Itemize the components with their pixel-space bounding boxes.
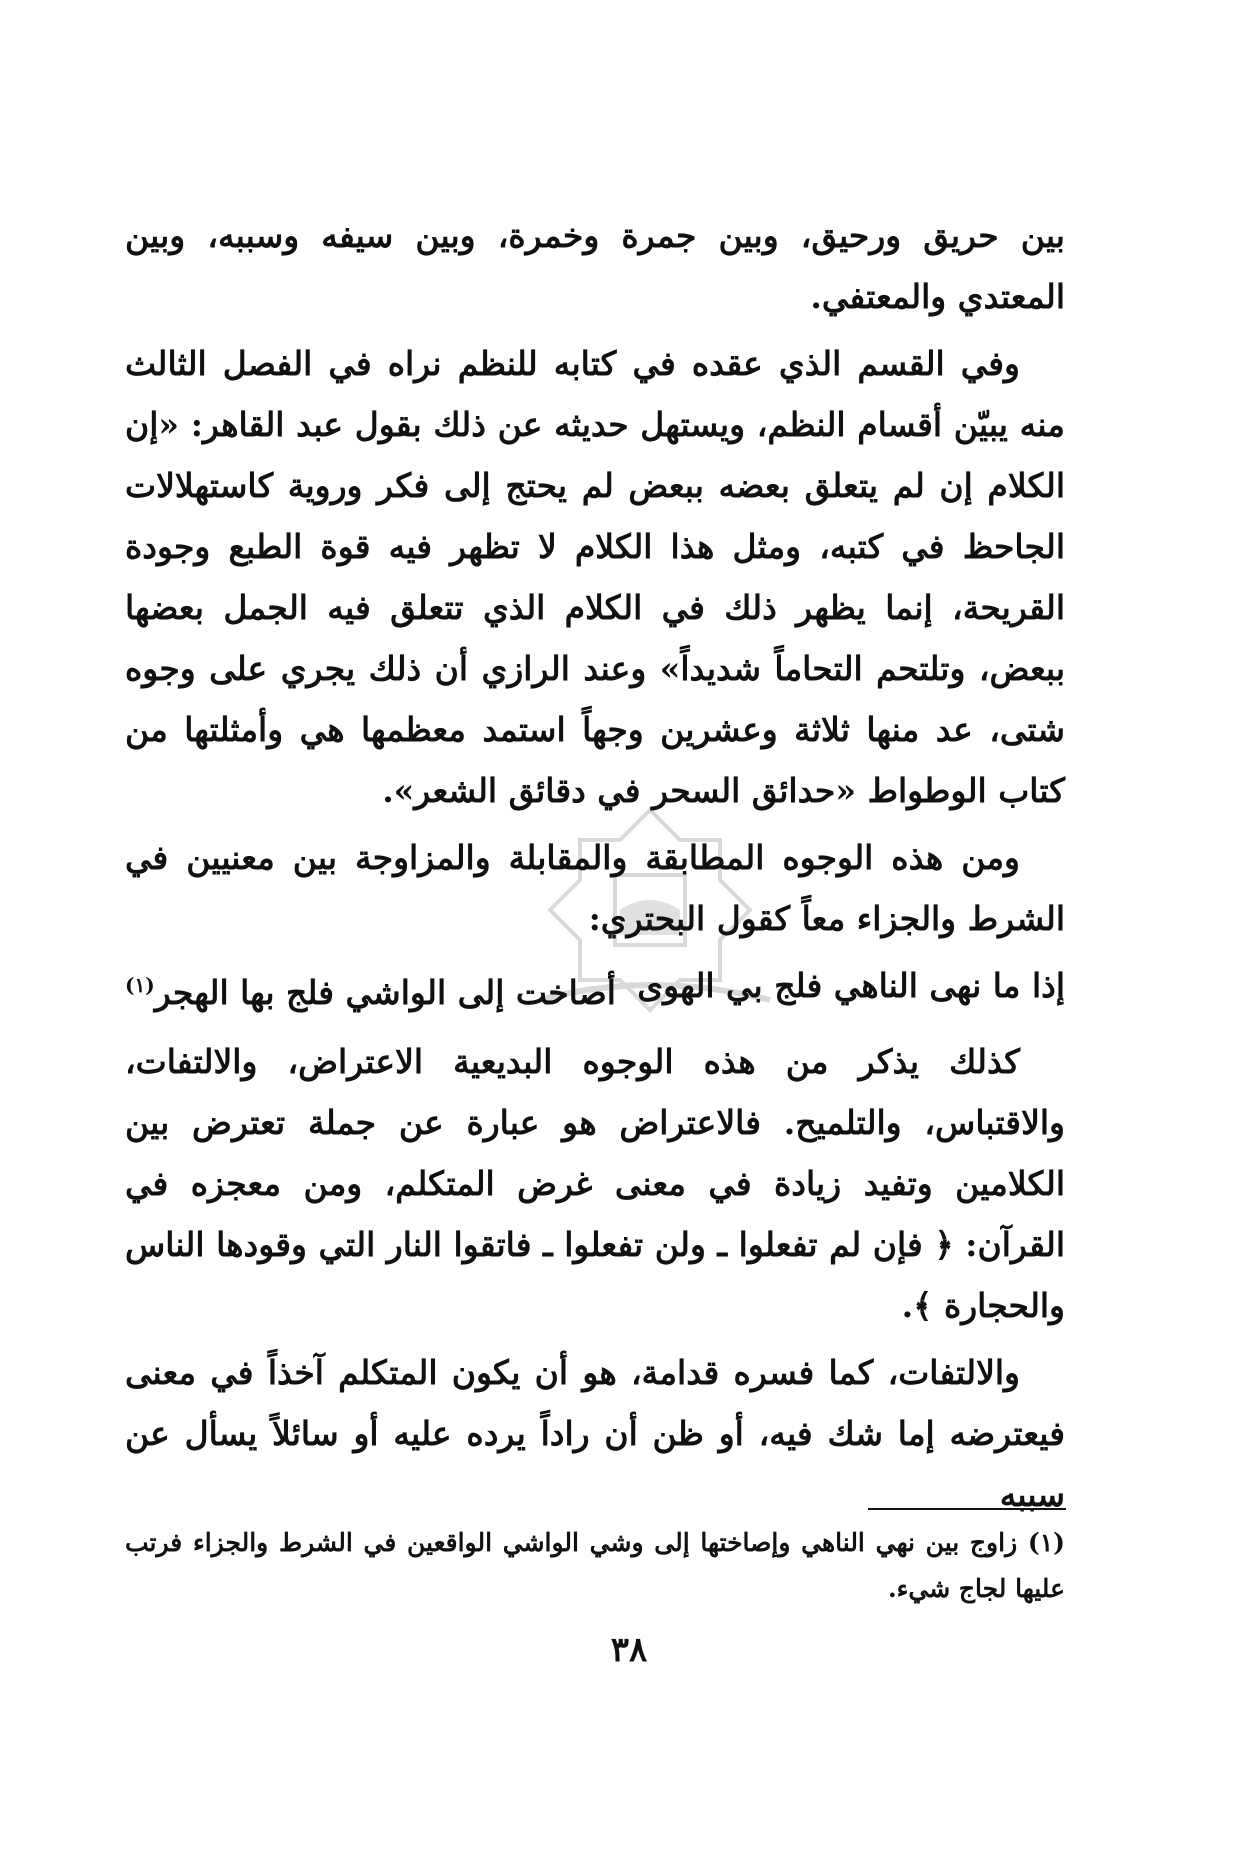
poetry-verse: [125, 955, 1065, 1023]
paragraph-4: كذلك يذكر من هذه الوجوه البديعية الاعتراض، والالتفات، والاقتباس، والتلميح. فالاعتراض هو عبارة عن جملة تعترض بين الكلامين وتفيد زيادة في معنى غرض المتكلم، ومن معجزه في القرآن: ﴿ فإن لم تفعلوا ـ ولن تفعلوا ـ فاتقوا النار التي وقودها الناس والحجارة ﴾.: [125, 1042, 1065, 1325]
footnote-divider: [868, 1508, 1066, 1510]
verse-second-hemistich: [125, 955, 616, 1023]
paragraph-5: والالتفات، كما فسره قدامة، هو أن يكون المتكلم آخذاً في معنى فيعترضه إما شك فيه، أو ظن أن راداً يرده عليه أو سائلاً يسأل عن سببه: [125, 1353, 1065, 1514]
paragraph-2: وفي القسم الذي عقده في كتابه للنظم نراه في الفصل الثالث منه يبيّن أقسام النظم، ويستهل حديثه عن ذلك بقول عبد القاهر: «إن الكلام إن لم يتعلق بعضه ببعض لم يحتج إلى فكر وروية كاستهلالات الجاحظ في كتبه، ومثل هذا الكلام لا تظهر فيه قوة الطبع وجودة القريحة، إنما يظهر ذلك في الكلام الذي تتعلق فيه الجمل بعضها ببعض، وتلتحم التحاماً شديداً» وعند الرازي أن ذلك يجري على وجوه شتى، عد منها ثلاثة وعشرين وجهاً استمد معظمها هي وأمثلتها من كتاب الوطواط «حدائق السحر في دقائق الشعر».: [125, 344, 1065, 810]
main-text-block: [125, 205, 1065, 1531]
verse-first-hemistich-text: إذا ما نهى الناهي فلج بي الهوى: [637, 966, 1065, 1005]
footnote-1: (١) زاوج بين نهي الناهي وإصاختها إلى وشي الواشي الواقعين في الشرط والجزاء فرتب عليها لجاج شيء.: [125, 1528, 1065, 1603]
page-number: ٣٨: [610, 1630, 648, 1670]
paragraph-1: بين حريق ورحيق، وبين جمرة وخمرة، وبين سيفه وسببه، وبين المعتدي والمعتفي.: [125, 216, 1065, 316]
footnote-marker: (١): [125, 973, 155, 997]
footnote-section: [125, 1520, 1065, 1618]
verse-first-hemistich: [637, 955, 1065, 1023]
verse-second-hemistich-text: أصاخت إلى الواشي فلج بها الهجر: [154, 973, 616, 1012]
paragraph-3: ومن هذه الوجوه المطابقة والمقابلة والمزاوجة بين معنيين في الشرط والجزاء معاً كقول البحتري:: [125, 838, 1065, 938]
